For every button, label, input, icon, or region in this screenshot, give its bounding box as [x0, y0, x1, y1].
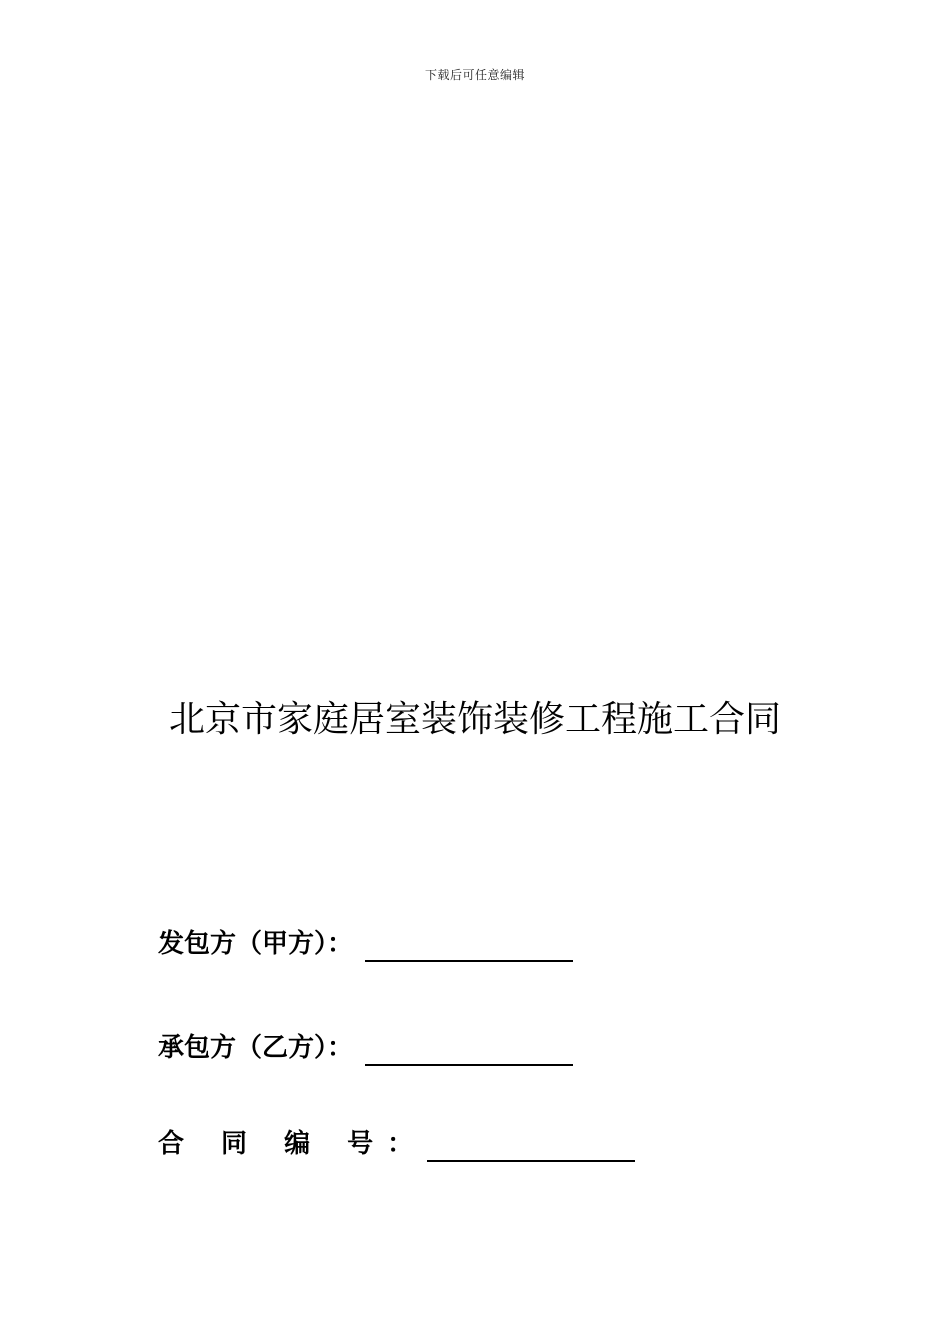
contract-number-blank-line [427, 1130, 635, 1162]
party-b-blank-line [365, 1034, 573, 1066]
party-a-field [158, 926, 573, 962]
document-title: 北京市家庭居室装饰装修工程施工合同 [168, 699, 781, 741]
party-b-label: 承包方（乙方）： [158, 1033, 354, 1063]
party-b-field [158, 1030, 573, 1066]
party-a-blank-line [365, 930, 573, 962]
party-a-label: 发包方（甲方）： [158, 929, 354, 959]
contract-number-field [158, 1126, 635, 1162]
contract-number-label: 合 同 编 号： [158, 1129, 428, 1159]
header-note: 下载后可任意编辑 [424, 68, 525, 82]
